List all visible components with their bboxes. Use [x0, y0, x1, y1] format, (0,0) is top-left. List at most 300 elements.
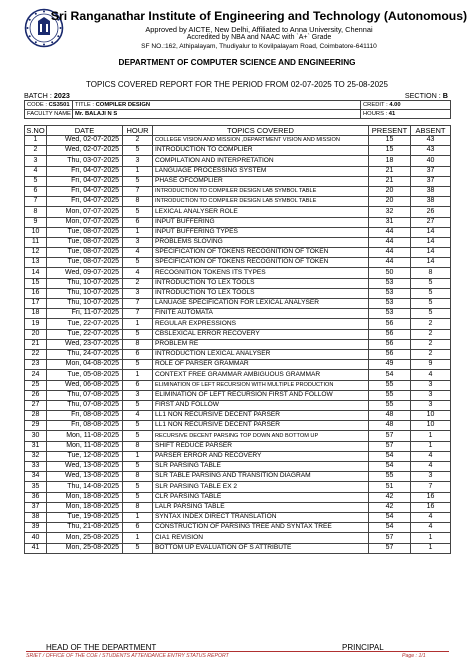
row-hour: 5	[123, 146, 153, 156]
row-absent: 7	[411, 482, 451, 492]
row-sno: 11	[25, 237, 47, 247]
row-present: 56	[369, 329, 411, 339]
row-present: 44	[369, 227, 411, 237]
table-row	[25, 288, 451, 298]
row-date: Mon, 25-08-2025	[47, 543, 123, 553]
row-sno: 9	[25, 217, 47, 227]
row-sno: 10	[25, 227, 47, 237]
table-row	[25, 472, 451, 482]
row-sno: 18	[25, 309, 47, 319]
row-present: 53	[369, 288, 411, 298]
row-date: Mon, 18-08-2025	[47, 492, 123, 502]
institution-name: Sri Ranganathar Institute of Engineering and Technology (Autonomous)	[50, 9, 468, 23]
row-sno: 27	[25, 400, 47, 410]
row-present: 55	[369, 390, 411, 400]
table-row	[25, 237, 451, 247]
row-absent: 37	[411, 166, 451, 176]
row-topic: BOTTOM UP EVALUATION OF S ATTRIBUTE	[153, 543, 369, 553]
hod-signature-label: HEAD OF THE DEPARTMENT	[46, 643, 157, 652]
row-absent: 2	[411, 349, 451, 359]
row-sno: 40	[25, 533, 47, 543]
row-date: Wed, 23-07-2025	[47, 339, 123, 349]
row-date: Wed, 06-08-2025	[47, 380, 123, 390]
row-hour: 8	[123, 441, 153, 451]
row-date: Fri, 04-07-2025	[47, 197, 123, 207]
principal-signature-label: PRINCIPAL	[342, 643, 384, 652]
row-sno: 12	[25, 248, 47, 258]
row-present: 53	[369, 299, 411, 309]
row-hour: 8	[123, 472, 153, 482]
row-topic: LANUAGE SPECIFICATION FOR LEXICAL ANALYSER	[153, 299, 369, 309]
title-label: TITLE :	[75, 102, 96, 108]
row-topic: INPUT BUFFERING TYPES	[153, 227, 369, 237]
row-absent: 9	[411, 360, 451, 370]
row-hour: 1	[123, 512, 153, 522]
row-present: 48	[369, 421, 411, 431]
row-sno: 23	[25, 360, 47, 370]
row-absent: 43	[411, 136, 451, 146]
table-row	[25, 502, 451, 512]
code-value: CS3501	[48, 102, 70, 108]
row-absent: 14	[411, 237, 451, 247]
table-row	[25, 268, 451, 278]
row-topic: INTRODUCTION LEXICAL ANALYSER	[153, 349, 369, 359]
row-absent: 1	[411, 441, 451, 451]
row-sno: 14	[25, 268, 47, 278]
row-hour: 1	[123, 370, 153, 380]
row-date: Thu, 10-07-2025	[47, 278, 123, 288]
row-present: 44	[369, 258, 411, 268]
table-row	[25, 380, 451, 390]
row-topic: INPUT BUFFERING	[153, 217, 369, 227]
row-date: Tue, 05-08-2025	[47, 370, 123, 380]
row-sno: 30	[25, 431, 47, 441]
hours-cell	[361, 110, 451, 119]
row-absent: 4	[411, 512, 451, 522]
faculty-name: Mr. BALAJI N S	[75, 111, 118, 117]
row-hour: 5	[123, 176, 153, 186]
row-absent: 14	[411, 227, 451, 237]
row-absent: 3	[411, 472, 451, 482]
row-topic: SYNTAX INDEX DIRECT TRANSLATION	[153, 512, 369, 522]
row-hour: 7	[123, 186, 153, 196]
credit-label: CREDIT :	[363, 102, 390, 108]
row-topic: INTRODUCTION TO COMPILER DESIGN LAB SYMBOL TABLE	[153, 186, 369, 196]
row-present: 15	[369, 136, 411, 146]
row-date: Wed, 09-07-2025	[47, 268, 123, 278]
row-topic: RECURSIVE DECENT PARSING TOP DOWN AND BOTTOM UP	[153, 431, 369, 441]
row-topic: INTRODUCTION TO LEX TOOLS	[153, 288, 369, 298]
row-hour: 5	[123, 492, 153, 502]
row-absent: 8	[411, 268, 451, 278]
table-row	[25, 533, 451, 543]
row-hour: 5	[123, 543, 153, 553]
row-hour: 1	[123, 227, 153, 237]
row-hour: 6	[123, 380, 153, 390]
row-date: Tue, 08-07-2025	[47, 237, 123, 247]
approval-line: Approved by AICTE, New Delhi, Affiliated to Anna University, Chennai	[145, 25, 373, 34]
row-topic: COLLEGE VISION AND MISSION ,DEPARTMENT VISION AND MISSION	[153, 136, 369, 146]
table-row	[25, 451, 451, 461]
table-row	[25, 258, 451, 268]
row-present: 56	[369, 339, 411, 349]
table-row	[25, 400, 451, 410]
row-present: 57	[369, 543, 411, 553]
row-sno: 28	[25, 411, 47, 421]
row-hour: 3	[123, 237, 153, 247]
row-sno: 25	[25, 380, 47, 390]
row-date: Wed, 13-08-2025	[47, 472, 123, 482]
row-date: Thu, 10-07-2025	[47, 288, 123, 298]
table-row	[25, 156, 451, 166]
table-row	[25, 370, 451, 380]
row-date: Thu, 07-08-2025	[47, 390, 123, 400]
table-row	[25, 349, 451, 359]
section-label: SECTION :	[404, 91, 443, 100]
row-topic: SLR PARSING TABLE	[153, 462, 369, 472]
course-title-cell	[73, 101, 361, 110]
row-topic: CBSLEXICAL ERROR RECOVERY	[153, 329, 369, 339]
row-hour: 4	[123, 268, 153, 278]
row-absent: 1	[411, 431, 451, 441]
row-absent: 26	[411, 207, 451, 217]
row-absent: 27	[411, 217, 451, 227]
row-present: 21	[369, 176, 411, 186]
table-row	[25, 278, 451, 288]
row-sno: 39	[25, 523, 47, 533]
department-title: DEPARTMENT OF COMPUTER SCIENCE AND ENGINEERING	[118, 58, 356, 67]
row-hour: 6	[123, 349, 153, 359]
row-present: 51	[369, 482, 411, 492]
row-hour: 1	[123, 451, 153, 461]
col-header-present: PRESENT	[369, 126, 411, 136]
section-field	[405, 91, 448, 100]
faculty-name-cell	[73, 110, 361, 119]
table-row	[25, 197, 451, 207]
row-hour: 6	[123, 217, 153, 227]
table-row	[25, 512, 451, 522]
row-present: 15	[369, 146, 411, 156]
row-date: Fri, 04-07-2025	[47, 166, 123, 176]
row-topic: ELIMINATION OF LEFT RECURSION WITH MULTIPLE PRODUCTION	[153, 380, 369, 390]
row-sno: 19	[25, 319, 47, 329]
table-row	[25, 217, 451, 227]
row-present: 57	[369, 441, 411, 451]
row-sno: 35	[25, 482, 47, 492]
row-sno: 22	[25, 349, 47, 359]
row-present: 20	[369, 197, 411, 207]
row-present: 20	[369, 186, 411, 196]
row-absent: 3	[411, 380, 451, 390]
row-absent: 5	[411, 299, 451, 309]
row-hour: 7	[123, 299, 153, 309]
row-absent: 4	[411, 523, 451, 533]
row-present: 50	[369, 268, 411, 278]
accreditation-line: Accredited by NBA and NAAC with `A+` Grade	[186, 34, 332, 41]
topics-table	[24, 125, 451, 554]
row-sno: 3	[25, 156, 47, 166]
row-hour: 8	[123, 502, 153, 512]
row-date: Tue, 08-07-2025	[47, 227, 123, 237]
row-topic: SLR TABLE PARSING AND TRANSITION DIAGRAM	[153, 472, 369, 482]
row-present: 53	[369, 278, 411, 288]
table-row	[25, 390, 451, 400]
row-topic: INTRODUCTION TO LEX TOOLS	[153, 278, 369, 288]
row-date: Tue, 22-07-2025	[47, 329, 123, 339]
row-sno: 8	[25, 207, 47, 217]
row-sno: 7	[25, 197, 47, 207]
batch-label: BATCH :	[24, 91, 54, 100]
row-hour: 6	[123, 523, 153, 533]
row-topic: SPECIFICATION OF TOKENS RECOGNITION OF TOKEN	[153, 248, 369, 258]
row-sno: 24	[25, 370, 47, 380]
row-absent: 1	[411, 543, 451, 553]
row-absent: 4	[411, 370, 451, 380]
row-present: 55	[369, 472, 411, 482]
row-present: 42	[369, 502, 411, 512]
row-absent: 16	[411, 492, 451, 502]
row-topic: PROBLEM RE	[153, 339, 369, 349]
row-date: Mon, 04-08-2025	[47, 360, 123, 370]
row-date: Tue, 08-07-2025	[47, 248, 123, 258]
section-value: B	[442, 91, 448, 100]
row-present: 54	[369, 370, 411, 380]
row-topic: LL1 NON RECURSIVE DECENT PARSER	[153, 421, 369, 431]
row-present: 48	[369, 411, 411, 421]
faculty-label-cell: FACULTY NAME	[25, 110, 73, 119]
row-sno: 26	[25, 390, 47, 400]
row-present: 21	[369, 166, 411, 176]
row-present: 57	[369, 431, 411, 441]
row-hour: 5	[123, 482, 153, 492]
row-date: Mon, 11-08-2025	[47, 431, 123, 441]
row-present: 56	[369, 349, 411, 359]
table-row	[25, 176, 451, 186]
row-sno: 2	[25, 146, 47, 156]
row-sno: 4	[25, 166, 47, 176]
row-topic: INTRODUCTION TO COMPLIER	[153, 146, 369, 156]
row-present: 44	[369, 237, 411, 247]
row-date: Tue, 12-08-2025	[47, 451, 123, 461]
row-absent: 14	[411, 248, 451, 258]
row-topic: ROLE OF PARSER GRAMMAR	[153, 360, 369, 370]
table-row	[25, 186, 451, 196]
row-topic: FINITE AUTOMATA	[153, 309, 369, 319]
row-absent: 4	[411, 451, 451, 461]
row-date: Mon, 25-08-2025	[47, 533, 123, 543]
row-absent: 43	[411, 146, 451, 156]
row-topic: CIA1 REVISION	[153, 533, 369, 543]
row-date: Mon, 11-08-2025	[47, 441, 123, 451]
row-date: Thu, 21-08-2025	[47, 523, 123, 533]
row-hour: 4	[123, 248, 153, 258]
row-sno: 38	[25, 512, 47, 522]
row-topic: CONSTRUCTION OF PARSING TREE AND SYNTAX TREE	[153, 523, 369, 533]
table-row	[25, 299, 451, 309]
row-topic: RECOGNITION TOKENS ITS TYPES	[153, 268, 369, 278]
credit-value: 4.00	[389, 102, 401, 108]
col-header-sno: S.NO	[26, 126, 45, 135]
row-topic: REGULAR EXPRESSIONS	[153, 319, 369, 329]
row-present: 54	[369, 451, 411, 461]
row-absent: 2	[411, 329, 451, 339]
table-row	[25, 431, 451, 441]
topics-table-body	[25, 136, 451, 554]
report-title: TOPICS COVERED REPORT FOR THE PERIOD FROM 02-07-2025 TO 25-08-2025	[86, 80, 388, 89]
row-hour: 5	[123, 400, 153, 410]
hours-label: HOURS :	[363, 111, 389, 117]
row-present: 55	[369, 400, 411, 410]
row-sno: 13	[25, 258, 47, 268]
row-sno: 36	[25, 492, 47, 502]
row-date: Thu, 07-08-2025	[47, 400, 123, 410]
row-hour: 5	[123, 329, 153, 339]
row-topic: CONTEXT FREE GRAMMAR AMBIGUOUS GRAMMAR	[153, 370, 369, 380]
course-info-table	[24, 100, 451, 119]
row-present: 55	[369, 380, 411, 390]
row-hour: 5	[123, 258, 153, 268]
footer-page-number: Page : 1/1	[402, 653, 426, 659]
row-hour: 8	[123, 197, 153, 207]
title-value: COMPILER DESIGN	[95, 102, 151, 108]
table-row	[25, 543, 451, 553]
row-sno: 33	[25, 462, 47, 472]
table-row	[25, 329, 451, 339]
row-topic: PROBLEMS SLOVING	[153, 237, 369, 247]
row-present: 54	[369, 462, 411, 472]
row-date: Mon, 07-07-2025	[47, 217, 123, 227]
row-absent: 5	[411, 288, 451, 298]
table-row	[25, 319, 451, 329]
row-topic: COMPILATION AND INTERPRETATION	[153, 156, 369, 166]
table-row	[25, 166, 451, 176]
row-absent: 2	[411, 339, 451, 349]
table-row	[25, 248, 451, 258]
row-date: Thu, 24-07-2025	[47, 349, 123, 359]
row-absent: 38	[411, 186, 451, 196]
row-present: 44	[369, 248, 411, 258]
row-hour: 5	[123, 421, 153, 431]
row-topic: CLR PARSING TABLE	[153, 492, 369, 502]
row-absent: 14	[411, 258, 451, 268]
row-date: Mon, 18-08-2025	[47, 502, 123, 512]
row-sno: 37	[25, 502, 47, 512]
row-date: Wed, 02-07-2025	[47, 136, 123, 146]
row-sno: 20	[25, 329, 47, 339]
row-present: 53	[369, 309, 411, 319]
row-hour: 3	[123, 156, 153, 166]
batch-field	[24, 91, 70, 100]
row-absent: 1	[411, 533, 451, 543]
table-row	[25, 360, 451, 370]
row-absent: 3	[411, 390, 451, 400]
table-row	[25, 482, 451, 492]
row-topic: FIRST AND FOLLOW	[153, 400, 369, 410]
row-hour: 7	[123, 309, 153, 319]
row-present: 54	[369, 523, 411, 533]
table-row	[25, 462, 451, 472]
col-header-date: DATE	[47, 126, 123, 136]
col-header-hour: HOUR	[123, 126, 153, 136]
row-date: Fri, 08-08-2025	[47, 421, 123, 431]
row-hour: 1	[123, 319, 153, 329]
table-row	[25, 309, 451, 319]
table-row	[25, 227, 451, 237]
row-absent: 3	[411, 400, 451, 410]
row-hour: 5	[123, 431, 153, 441]
row-topic: LANGUAGE PROCESSING SYSTEM	[153, 166, 369, 176]
address-line: SF NO.:162, Athipalayam, Thudiyalur to Kovilpalayam Road, Coimbatore-641110	[141, 43, 377, 50]
row-topic: SPECIFICATION OF TOKENS RECOGNITION OF TOKEN	[153, 258, 369, 268]
row-date: Thu, 14-08-2025	[47, 482, 123, 492]
row-hour: 1	[123, 533, 153, 543]
row-present: 57	[369, 533, 411, 543]
row-present: 42	[369, 492, 411, 502]
row-topic: LL1 NON RECURSIVE DECENT PARSER	[153, 411, 369, 421]
row-topic: LALR PARSING TABLE	[153, 502, 369, 512]
batch-value: 2023	[53, 91, 70, 100]
row-topic: INTRODUCTION TO COMPILER DESIGN LAB SYMBOL TABLE	[153, 197, 369, 207]
row-topic: SLR PARSING TABLE EX 2	[153, 482, 369, 492]
row-hour: 8	[123, 339, 153, 349]
row-date: Wed, 02-07-2025	[47, 146, 123, 156]
row-date: Tue, 22-07-2025	[47, 319, 123, 329]
hours-value: 41	[388, 111, 396, 117]
row-sno: 6	[25, 186, 47, 196]
row-sno: 41	[25, 543, 47, 553]
row-absent: 38	[411, 197, 451, 207]
row-sno: 34	[25, 472, 47, 482]
table-row	[25, 339, 451, 349]
row-date: Fri, 08-08-2025	[47, 411, 123, 421]
row-sno: 15	[25, 278, 47, 288]
footer-report-name: SRIET / OFFICE OF THE COE / STUDENTS ATTENDANCE ENTRY STATUS REPORT	[26, 653, 229, 659]
row-sno: 31	[25, 441, 47, 451]
row-hour: 4	[123, 411, 153, 421]
row-date: Fri, 04-07-2025	[47, 176, 123, 186]
row-absent: 4	[411, 462, 451, 472]
row-hour: 1	[123, 166, 153, 176]
row-date: Tue, 19-08-2025	[47, 512, 123, 522]
row-absent: 37	[411, 176, 451, 186]
row-topic: SHIFT REDUCE PARSER	[153, 441, 369, 451]
table-row	[25, 441, 451, 451]
table-row	[25, 523, 451, 533]
row-absent: 40	[411, 156, 451, 166]
row-topic: LEXICAL ANALYSER ROLE	[153, 207, 369, 217]
table-row	[25, 146, 451, 156]
table-row	[25, 411, 451, 421]
row-sno: 17	[25, 299, 47, 309]
row-topic: PARSER ERROR AND RECOVERY	[153, 451, 369, 461]
row-present: 31	[369, 217, 411, 227]
row-date: Tue, 08-07-2025	[47, 258, 123, 268]
row-hour: 5	[123, 462, 153, 472]
row-sno: 16	[25, 288, 47, 298]
row-hour: 2	[123, 278, 153, 288]
col-header-topics: TOPICS COVERED	[153, 126, 369, 136]
table-row	[25, 136, 451, 146]
row-present: 49	[369, 360, 411, 370]
row-sno: 29	[25, 421, 47, 431]
row-sno: 5	[25, 176, 47, 186]
row-topic: PHASE OFCOMPLIER	[153, 176, 369, 186]
table-header-row	[25, 126, 451, 136]
row-date: Thu, 10-07-2025	[47, 299, 123, 309]
row-hour: 5	[123, 360, 153, 370]
table-row	[25, 492, 451, 502]
col-header-absent: ABSENT	[411, 126, 451, 136]
